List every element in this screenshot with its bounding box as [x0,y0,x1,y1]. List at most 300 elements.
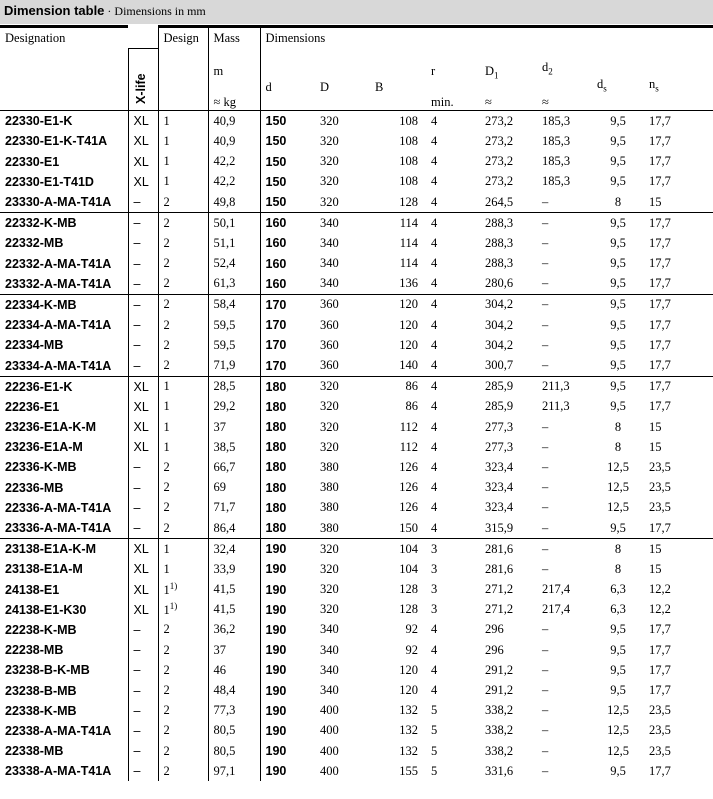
header-d2-approx: ≈ [542,94,549,109]
cell-d2: – [542,317,549,332]
cell-ns: 23,5 [649,459,671,474]
cell-d: 160 [260,274,315,295]
cell-mass: 50,1 [208,213,260,234]
cell-xlife: XL [128,397,158,417]
cell-B: 126 [399,480,418,495]
cell-d: 190 [260,580,315,600]
cell-r: 4 [431,194,438,209]
cell-xlife: XL [128,559,158,579]
cell-designation: 23238-B-MB [5,683,77,698]
cell-design: 1 [158,417,208,437]
cell-d2: – [542,561,549,576]
footnote-marker: 1) [169,601,178,612]
cell-ds: 12,5 [607,459,629,474]
cell-d2: – [542,337,549,352]
table-row [0,355,713,376]
cell-xlife: XL [128,172,158,192]
cell-B: 86 [370,376,426,397]
cell-B: 128 [399,194,418,209]
cell-ns: 17,7 [649,520,671,535]
cell-design: 1 [158,397,208,417]
cell-designation: 23330-A-MA-T41A [5,195,112,210]
cell-D1: 291,2 [485,662,514,677]
cell-design: 2 [158,620,208,640]
cell-D1: 280,6 [485,276,514,291]
cell-D1: 291,2 [485,683,514,698]
cell-B: 92 [405,622,418,637]
cell-mass: 38,5 [208,437,260,457]
cell-mass: 46 [208,660,260,680]
cell-D1: 277,3 [485,419,514,434]
table-row [0,559,713,579]
cell-design: 2 [158,660,208,680]
cell-ds: 9,5 [610,622,626,637]
cell-d: 190 [260,680,315,700]
cell-D1: 273,2 [485,113,514,128]
cell-design: 1 [158,559,208,579]
cell-D1: 304,2 [485,317,514,332]
cell-B: 126 [399,500,418,515]
cell-d2: – [542,276,549,291]
cell-designation: 23236-E1A-K-M [5,420,97,435]
cell-ns: 17,7 [649,133,671,148]
cell-ds: 9,5 [610,154,626,169]
cell-ns: 17,7 [649,235,671,250]
header-D1: $D_1$ [485,64,499,81]
cell-mass: 28,5 [208,376,260,397]
table-row [0,152,713,172]
cell-B: 112 [399,439,418,454]
cell-mass: 66,7 [208,457,260,477]
cell-r: 3 [431,582,438,597]
cell-d2: – [542,763,549,778]
cell-d2: 185,3 [542,113,571,128]
table-row [0,701,713,721]
cell-design: 2 [158,741,208,761]
cell-r: 4 [431,459,438,474]
cell-ns: 23,5 [649,703,671,718]
cell-D: 320 [320,582,339,597]
cell-D: 340 [320,235,339,250]
header-xlife: X-life [133,73,148,105]
cell-ns: 17,7 [644,213,713,234]
cell-B: 114 [370,213,426,234]
header-d2-cell [537,48,592,111]
table-title: Dimension table [4,3,105,18]
cell-D1: 271,2 [485,602,514,617]
cell-ns: 17,7 [644,294,713,315]
table-row [0,600,713,620]
cell-r: 4 [431,113,438,128]
cell-ns: 15 [649,439,662,454]
cell-D1: 338,2 [485,723,514,738]
cell-B: 120 [399,337,418,352]
cell-designation: 22330-E1-T41D [5,174,94,189]
cell-r: 4 [431,174,438,189]
cell-D1: 331,6 [485,763,514,778]
cell-mass: 71,9 [208,355,260,376]
header-design-blank [158,48,208,111]
cell-d2: – [542,520,549,535]
cell-mass: 58,4 [208,294,260,315]
cell-ds: 9,5 [592,376,644,397]
table-subtitle: · Dimensions in mm [104,4,206,18]
cell-r: 3 [431,561,438,576]
cell-xlife: XL [128,600,158,620]
cell-B: 86 [405,399,418,414]
cell-D: 400 [320,743,339,758]
cell-ds: 8 [614,439,622,454]
cell-B: 126 [399,459,418,474]
cell-designation: 22334-K-MB [0,294,128,315]
cell-ns: 17,7 [649,256,671,271]
cell-ns: 17,7 [649,399,671,414]
cell-B: 136 [399,276,418,291]
cell-mass: 36,2 [208,620,260,640]
cell-D: 320 [320,399,339,414]
cell-designation: 23238-B-K-MB [5,663,90,678]
cell-mass: 61,3 [208,274,260,295]
cell-xlife: – [128,192,158,213]
cell-D1: 315,9 [485,520,514,535]
cell-d2: 185,3 [542,154,571,169]
cell-B: 120 [399,317,418,332]
cell-ns: 17,7 [644,376,713,397]
header-D: D [315,48,370,111]
cell-d: 190 [260,559,315,579]
cell-mass: 41,5 [208,600,260,620]
cell-mass: 80,5 [208,741,260,761]
cell-B: 114 [399,235,418,250]
cell-D: 340 [320,622,339,637]
cell-D: 360 [315,294,370,315]
cell-d: 190 [260,741,315,761]
cell-d: 170 [260,355,315,376]
cell-D: 320 [320,194,339,209]
cell-designation: 22334-A-MA-T41A [5,318,112,333]
table-row [0,254,713,274]
cell-designation: 22332-A-MA-T41A [5,256,112,271]
cell-d: 180 [260,457,315,477]
cell-D: 400 [320,703,339,718]
cell-D: 320 [315,376,370,397]
table-row [0,640,713,660]
header-dimensions: Dimensions [260,27,713,49]
cell-designation: 22338-MB [5,744,64,759]
cell-ns: 15 [649,419,662,434]
cell-ns: 15 [649,561,662,576]
cell-r: 4 [431,235,438,250]
footnote-marker: 1) [169,581,178,592]
cell-xlife: – [128,620,158,640]
header-ds: $d_s$ [597,76,607,94]
cell-ds: 9,5 [610,256,626,271]
cell-xlife: – [128,478,158,498]
cell-xlife: XL [128,152,158,172]
header-designation-blank [0,48,128,111]
cell-D: 380 [320,500,339,515]
cell-designation: 22336-MB [5,480,64,495]
cell-B: 104 [370,539,426,560]
cell-d: 160 [260,254,315,274]
cell-design: 2 [158,294,208,315]
cell-design: 2 [158,457,208,477]
cell-d: 180 [260,397,315,417]
cell-mass: 37 [208,640,260,660]
cell-mass: 48,4 [208,680,260,700]
cell-designation: 23338-A-MA-T41A [5,764,112,779]
cell-xlife: – [128,233,158,253]
cell-D: 340 [320,276,339,291]
table-row [0,498,713,518]
cell-ds: 9,5 [610,174,626,189]
cell-D: 340 [320,662,339,677]
cell-design: 2 [158,680,208,700]
table-row [0,315,713,335]
header-D1-cell [480,48,537,111]
cell-D: 400 [320,763,339,778]
header-r-cell [426,48,480,111]
cell-D1: 273,2 [485,133,514,148]
cell-d: 180 [260,478,315,498]
cell-d: 190 [260,620,315,640]
cell-D1: 281,6 [480,539,537,560]
table-row [0,397,713,417]
cell-designation: 22330-E1-K [5,114,73,129]
cell-D1: 323,4 [485,500,514,515]
cell-ns: 15 [644,539,713,560]
cell-r: 4 [431,520,438,535]
cell-d2: – [542,480,549,495]
cell-B: 92 [405,642,418,657]
table-row [0,192,713,213]
cell-d: 170 [260,315,315,335]
cell-D: 360 [320,317,339,332]
cell-D1: 285,9 [480,376,537,397]
cell-design: 1$^{1)}$ [158,580,208,600]
cell-ns: 17,7 [649,683,671,698]
cell-designation: 22332-K-MB [0,213,128,234]
header-D1-approx: ≈ [485,94,492,109]
cell-mass: 37 [208,417,260,437]
cell-mass: 49,8 [208,192,260,213]
cell-d2: 211,3 [537,376,592,397]
cell-d2: – [542,642,549,657]
cell-ds: 12,5 [607,480,629,495]
cell-ds: 9,5 [610,358,626,373]
cell-designation: 22236-E1-K [0,376,128,397]
cell-ds: 12,5 [607,703,629,718]
header-row-2 [0,48,713,111]
cell-d: 180 [260,498,315,518]
cell-d2: – [542,743,549,758]
cell-D1: 338,2 [485,743,514,758]
cell-ds: 9,5 [610,683,626,698]
cell-design: 2 [158,213,208,234]
cell-xlife: – [128,294,158,315]
cell-mass: 42,2 [208,172,260,192]
cell-xlife: – [128,741,158,761]
cell-r: 4 [431,662,438,677]
cell-designation: 23332-A-MA-T41A [5,276,112,291]
cell-ds: 9,5 [610,399,626,414]
header-mass-units [208,48,260,111]
cell-xlife: XL [128,580,158,600]
cell-ds: 9,5 [610,520,626,535]
cell-D: 360 [320,337,339,352]
cell-D: 320 [315,539,370,560]
cell-d2: – [542,662,549,677]
cell-D: 360 [320,358,339,373]
cell-D: 320 [320,174,339,189]
cell-d2: – [542,622,549,637]
cell-d2: – [542,703,549,718]
cell-ds: 8 [614,194,622,209]
cell-d: 150 [260,192,315,213]
cell-ns: 17,7 [649,276,671,291]
table-row [0,580,713,600]
cell-ds: 12,5 [607,723,629,738]
cell-mass: 52,4 [208,254,260,274]
cell-d: 190 [260,660,315,680]
cell-D: 320 [320,154,339,169]
table-row [0,478,713,498]
cell-design: 2 [158,498,208,518]
cell-d2: 185,3 [542,133,571,148]
cell-xlife: – [128,498,158,518]
cell-D: 320 [320,419,339,434]
cell-d: 180 [260,376,315,397]
cell-B: 155 [399,763,418,778]
cell-d2: – [542,256,549,271]
cell-d: 170 [260,335,315,355]
cell-xlife: – [128,315,158,335]
cell-mass: 86,4 [208,518,260,539]
table-row [0,539,713,560]
cell-xlife: – [128,660,158,680]
table-row [0,437,713,457]
cell-ns: 17,7 [649,317,671,332]
cell-mass: 59,5 [208,315,260,335]
cell-d2: 185,3 [542,174,571,189]
cell-d2: – [542,358,549,373]
cell-design: 2 [158,355,208,376]
cell-r: 4 [431,256,438,271]
cell-ds: 8 [614,561,622,576]
cell-xlife: – [128,274,158,295]
header-mass-unit: ≈ kg [213,95,236,110]
cell-D1: 296 [485,642,504,657]
cell-ns: 17,7 [649,763,671,778]
cell-r: 4 [431,317,438,332]
cell-design: 1 [158,152,208,172]
cell-ns: 12,2 [649,582,671,597]
cell-mass: 80,5 [208,721,260,741]
cell-B: 112 [399,419,418,434]
table-row [0,294,713,315]
cell-designation: 22238-MB [5,643,64,658]
header-B: B [370,48,426,111]
cell-r: 4 [426,376,480,397]
header-r-min: min. [431,95,454,110]
cell-designation: 22332-MB [5,236,64,251]
cell-designation: 22330-E1 [5,154,60,169]
cell-ds: 9,5 [610,662,626,677]
cell-ns: 23,5 [649,500,671,515]
cell-design: 2 [158,640,208,660]
cell-B: 132 [399,703,418,718]
table-row [0,111,713,132]
cell-ns: 17,7 [649,642,671,657]
cell-D1: 323,4 [485,480,514,495]
cell-ns: 15 [649,194,662,209]
cell-D1: 288,3 [485,235,514,250]
cell-B: 120 [370,294,426,315]
cell-designation: 23334-A-MA-T41A [5,358,112,373]
cell-ds: 12,5 [607,743,629,758]
cell-ds: 9,5 [610,133,626,148]
cell-r: 4 [431,622,438,637]
table-row [0,172,713,192]
cell-ns: 12,2 [649,602,671,617]
cell-D1: 288,3 [480,213,537,234]
cell-ns: 17,7 [649,113,671,128]
cell-mass: 33,9 [208,559,260,579]
cell-xlife: – [128,701,158,721]
cell-ns: 23,5 [649,480,671,495]
cell-D: 340 [320,683,339,698]
cell-design: 1 [158,437,208,457]
cell-r: 4 [431,439,438,454]
cell-design: 2 [158,233,208,253]
cell-B: 104 [399,561,418,576]
cell-d: 190 [260,761,315,781]
cell-D1: 277,3 [485,439,514,454]
cell-xlife: XL [128,417,158,437]
table-row [0,417,713,437]
header-design: Design [158,27,208,49]
cell-design: 2 [158,315,208,335]
cell-mass: 42,2 [208,152,260,172]
cell-r: 4 [431,133,438,148]
cell-r: 5 [431,763,438,778]
cell-d: 150 [260,111,315,132]
dimension-table [0,25,713,781]
table-row [0,721,713,741]
cell-B: 150 [399,520,418,535]
cell-mass: 97,1 [208,761,260,781]
cell-xlife: – [128,457,158,477]
table-row [0,131,713,151]
table-row [0,620,713,640]
cell-xlife: – [128,335,158,355]
cell-D1: 338,2 [485,703,514,718]
header-blank [128,27,158,49]
cell-designation: 22336-K-MB [5,460,77,475]
cell-d: 180 [260,437,315,457]
header-xlife-cell [128,48,158,111]
cell-r: 4 [431,642,438,657]
cell-design: 2 [158,478,208,498]
cell-mass: 29,2 [208,397,260,417]
cell-xlife: XL [128,376,158,397]
cell-design: 2 [158,701,208,721]
cell-xlife: – [128,640,158,660]
cell-d2: – [542,439,549,454]
cell-ns: 17,7 [649,337,671,352]
cell-ns: 23,5 [649,723,671,738]
cell-B: 128 [399,582,418,597]
